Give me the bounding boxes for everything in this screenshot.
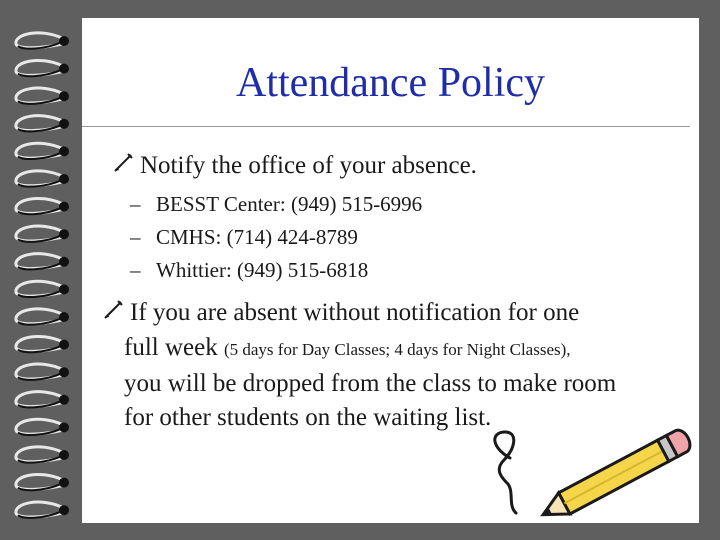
list-item [130,256,368,284]
pencil-doodle-illustration [472,418,692,518]
spiral-ring-icon [16,33,69,49]
spiral-binding [0,0,82,540]
spiral-ring-icon [16,143,69,159]
policy-line-4: for other students on the waiting list. [124,404,492,432]
besst-phone: BESST Center: (949) 515-6996 [156,192,423,216]
bullet-notify [112,150,477,183]
policy-line-2-main: full week [124,334,224,362]
whittier-phone: Whittier: (949) 515-6818 [156,258,369,282]
spiral-ring-icon [16,364,69,380]
spiral-ring-icon [16,60,69,76]
list-item [130,190,422,218]
spiral-ring-icon [16,254,69,270]
pencil-drawing-icon [537,427,692,518]
spiral-ring-icon [16,309,69,325]
spiral-ring-icon [16,392,69,408]
dash-marker: – [130,258,141,282]
pencil-icon [102,297,130,331]
spiral-ring-icon [16,88,69,104]
pencil-icon [112,151,140,183]
squiggle-icon [495,432,516,513]
spiral-ring-icon [16,419,69,435]
page-title: Attendance Policy [235,60,546,106]
bullet-absence-policy [102,296,682,435]
bullet-notify-text: Notify the office of your absence. [140,152,477,179]
list-item [130,223,358,251]
policy-line-2-small: (5 days for Day Classes; 4 days for Night Classes), [223,340,571,360]
spiral-ring-icon [16,198,69,214]
policy-line-2 [102,331,682,367]
slide-page [82,18,699,523]
spiral-ring-icon [16,281,69,297]
spiral-ring-icon [16,116,69,132]
title-divider [82,126,690,127]
spiral-ring-icon [16,336,69,352]
dash-marker: – [130,192,141,216]
spiral-ring-icon [16,171,69,187]
spiral-ring-icon [16,447,69,463]
dash-marker: – [130,225,141,249]
policy-line-1: If you are absent without notification for one [130,299,580,326]
cmhs-phone: CMHS: (714) 424-8789 [156,225,358,249]
spiral-ring-icon [16,502,69,518]
policy-line-3: you will be dropped from the class to make room [124,370,617,398]
spiral-ring-icon [16,226,69,242]
spiral-ring-icon [16,474,69,490]
